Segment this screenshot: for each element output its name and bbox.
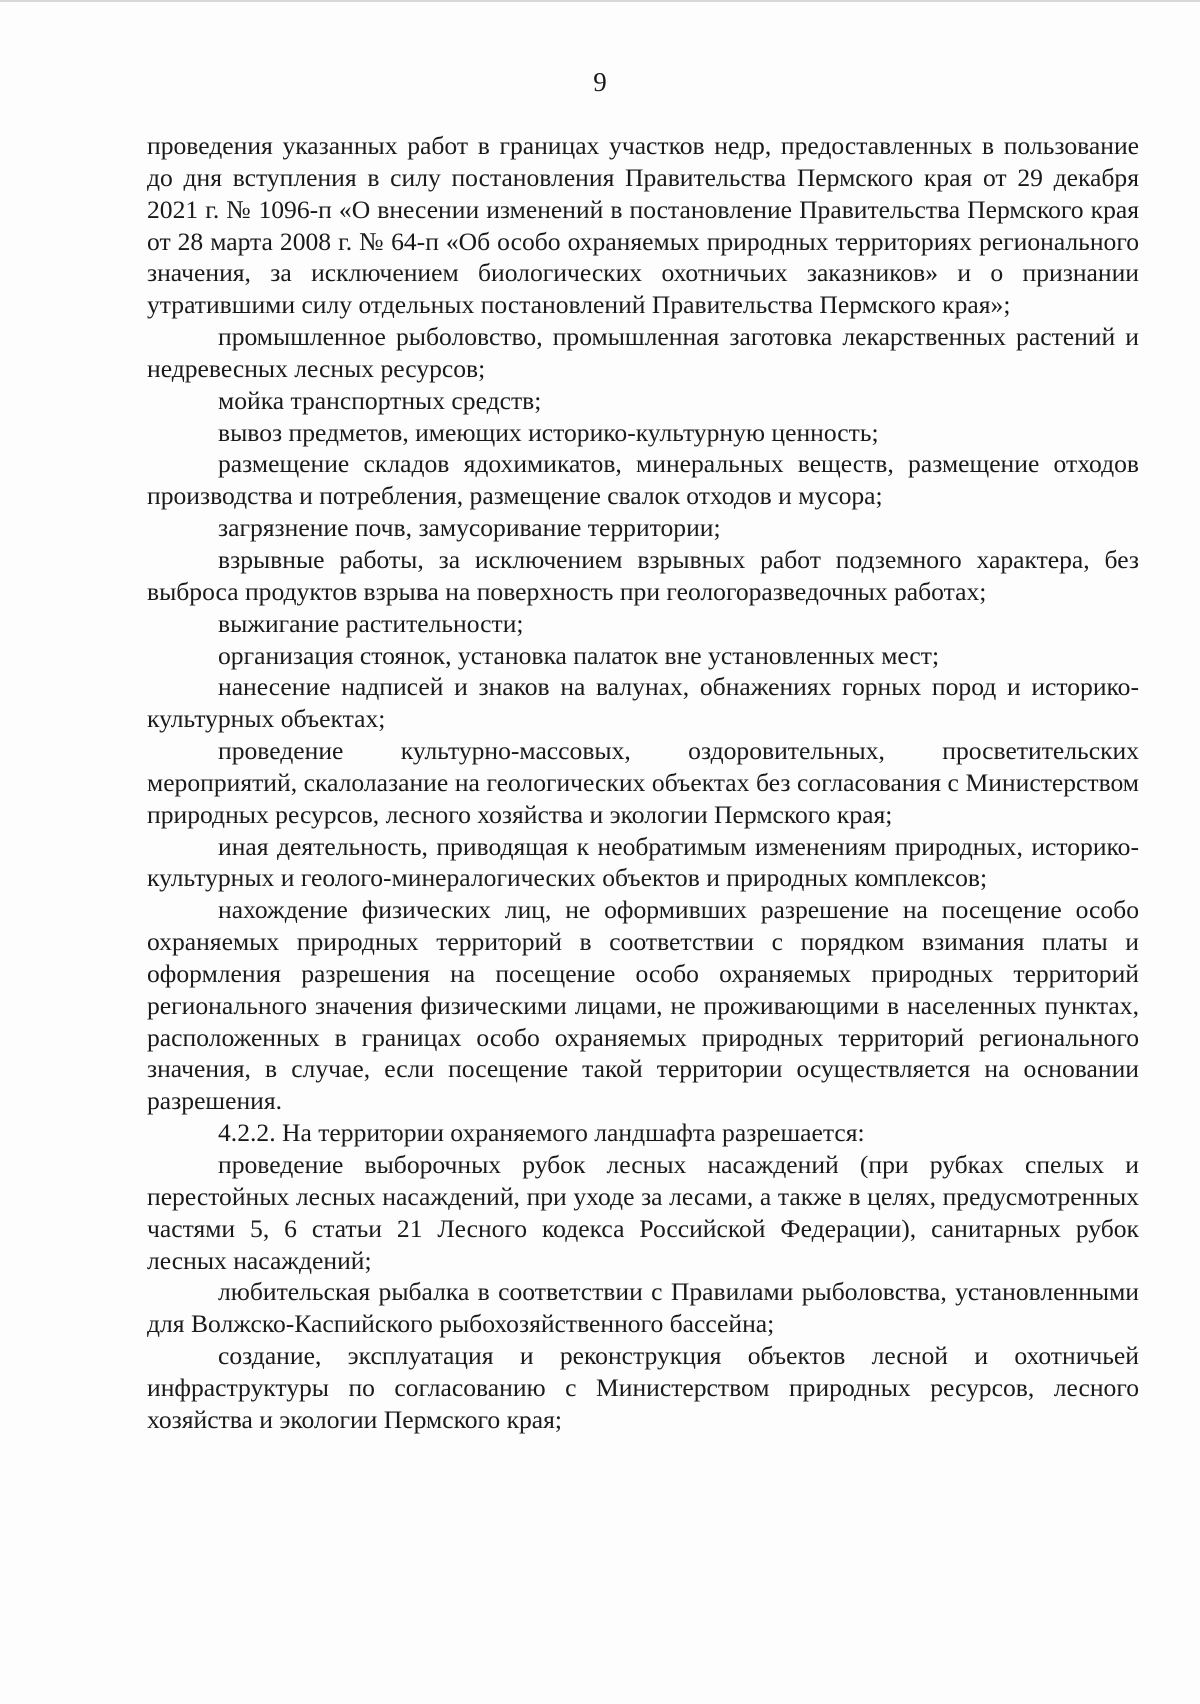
paragraph-infrastructure: создание, эксплуатация и реконструкция объектов лесной и охотничьей инфраструктуры по согласованию с Министерством природных ресурсов, лесного хозяйства и экологии Пермского края; bbox=[147, 1341, 1139, 1434]
document-body bbox=[147, 130, 1139, 1436]
paragraph-burning-vegetation: выжигание растительности; bbox=[218, 608, 524, 638]
paragraph-camping: организация стоянок, установка палаток вне установленных мест; bbox=[218, 640, 940, 670]
paragraph-blasting: взрывные работы, за исключением взрывных работ подземного характера, без выброса продуктов взрыва на поверхность при геологоразведочных работах; bbox=[147, 544, 1139, 606]
paragraph-amateur-fishing: любительская рыбалка в соответствии с Правилами рыболовства, установленными для Волжско-Каспийского рыбохозяйственного бассейна; bbox=[147, 1277, 1139, 1339]
paragraph-storage-and-waste: размещение складов ядохимикатов, минеральных веществ, размещение отходов производства и потребления, размещение свалок отходов и мусора; bbox=[147, 449, 1139, 511]
paragraph-removal-of-items: вывоз предметов, имеющих историко-культурную ценность; bbox=[218, 417, 879, 447]
scan-edge bbox=[0, 0, 1200, 2]
paragraph-soil-pollution: загрязнение почв, замусоривание территории; bbox=[218, 513, 721, 543]
paragraph-mass-events: проведение культурно-массовых, оздоровительных, просветительских мероприятий, скалолазание на геологических объектах без согласования с Министерством природных ресурсов, лесного хозяйства и экологии Пермского края; bbox=[147, 736, 1139, 829]
page-number: 9 bbox=[593, 67, 607, 97]
paragraph-commercial-fishing: промышленное рыболовство, промышленная заготовка лекарственных растений и недревесных лесных ресурсов; bbox=[147, 322, 1139, 383]
section-heading-4-2-2: 4.2.2. На территории охраняемого ландшафта разрешается: bbox=[218, 1118, 865, 1148]
paragraph-other-activity: иная деятельность, приводящая к необратимым изменениям природных, историко-культурных и геолого-минералогических объектов и природных комплексов; bbox=[147, 831, 1139, 893]
paragraph-visitor-permits: нахождение физических лиц, не оформивших разрешение на посещение особо охраняемых природных территорий в соответствии с порядком взимания платы и оформления разрешения на посещение особо охраняемых природных территорий регионального значения физическими лицами, не проживающими в населенных пунктах, расположенных в границах особо охраняемых природных территорий регионального значения, в случае, если посещение такой территории осуществляется на основании разрешения. bbox=[147, 895, 1139, 1116]
paragraph-vehicle-washing: мойка транспортных средств; bbox=[218, 385, 542, 415]
paragraph-selective-logging: проведение выборочных рубок лесных насаждений (при рубках спелых и перестойных лесных насаждений, при уходе за лесами, а также в целях, предусмотренных частями 5, 6 статьи 21 Лесного кодекса Российской Федерации), санитарных рубок лесных насаждений; bbox=[147, 1150, 1139, 1275]
paragraph-continuation: проведения указанных работ в границах участков недр, предоставленных в пользование до дня вступления в силу постановления Правительства Пермского края от 29 декабря 2021 г. № 1096-п «О внесении изменений в постановление Правительства Пермского края от 28 марта 2008 г. № 64-п «Об особо охраняемых природных территориях регионального значения, за исключением биологических охотничьих заказников» и о признании утратившими силу отдельных постановлений Правительства Пермского края»; bbox=[147, 131, 1139, 320]
paragraph-inscriptions: нанесение надписей и знаков на валунах, обнажениях горных пород и историко-культурных объектах; bbox=[147, 672, 1139, 734]
